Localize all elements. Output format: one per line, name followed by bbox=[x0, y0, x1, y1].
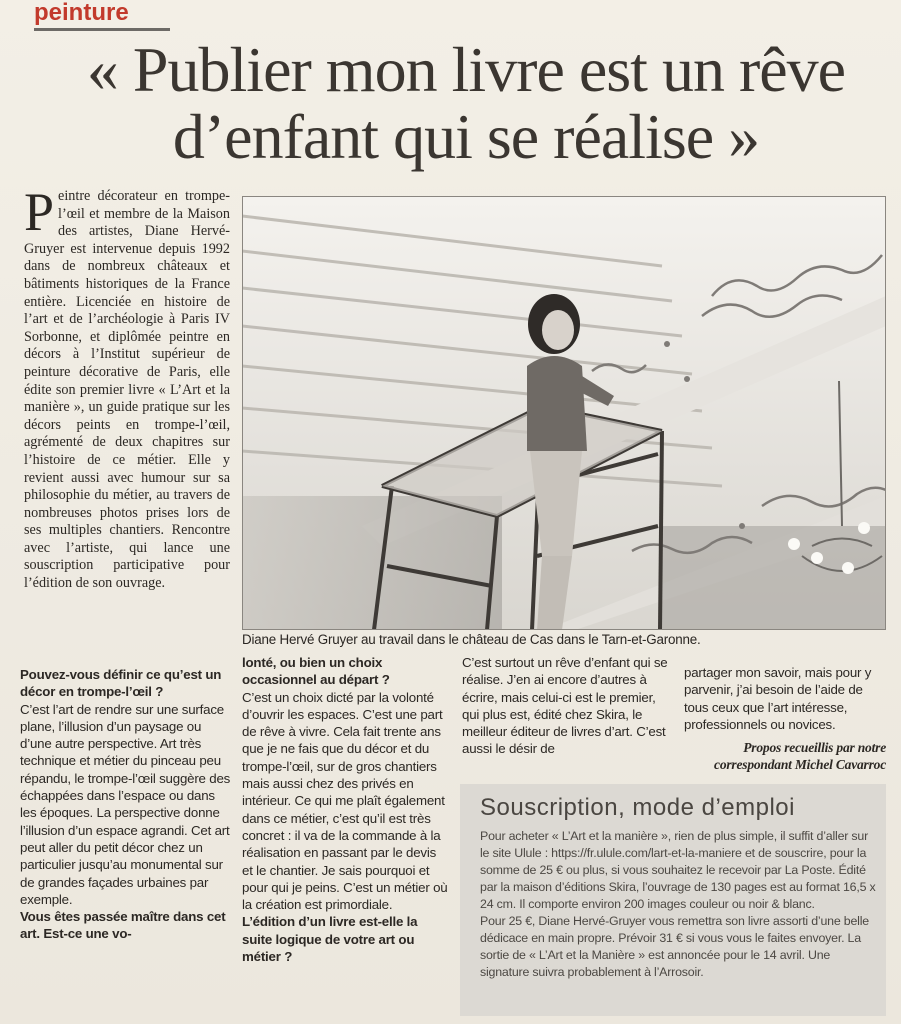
headline-line-2: d’enfant qui se réalise » bbox=[172, 101, 760, 172]
subscription-box bbox=[460, 784, 886, 1016]
answer-1: C’est l’art de rendre sur une surface plane, l’illusion d’un paysage ou d’une autre perspective. Art très technique et métier du pinceau peu répandu, le trompe-l’œil suggère des échappées dans l’espace ou dans les époques. La perspective donne l’illusion d’un espace agrandi. Cet art peut aller du petit décor chez un particulier jusqu’au monumental sur de grandes façades urbaines par exemple. bbox=[20, 701, 231, 907]
answer-3-start: C’est surtout un rêve d’enfant qui se réalise. J’en ai encore d’autres à écrire, mais celui-ci est le premier, qui plus est, édité chez Skira, le meilleur éditeur de livres d’art. C’est aussi le désir de bbox=[462, 655, 668, 757]
headline-line-1: « Publier mon livre est un rêve bbox=[86, 34, 846, 105]
box-body bbox=[480, 828, 876, 981]
drop-cap: P bbox=[24, 182, 55, 242]
question-2-end: lonté, ou bien un choix occasionnel au départ ? bbox=[242, 655, 390, 688]
box-paragraph-2: Pour 25 €, Diane Hervé-Gruyer vous remettra son livre assorti d’une belle dédicace en main propre. Prévoir 31 € si vous vous le faites envoyer. La sortie de « L’Art et la Manière » est annoncée pour le 14 avril. Une signature suivra probablement à l’Arrosoir. bbox=[480, 914, 869, 979]
answer-3-end: partager mon savoir, mais pour y parvenir, j’ai besoin de l’aide de tous ceux que l’art intéresse, professionnels ou novices. bbox=[684, 665, 872, 732]
question-1: Pouvez-vous définir ce qu’est un décor en trompe-l’œil ? bbox=[20, 667, 222, 700]
answer-2: C’est un choix dicté par la volonté d’ouvrir les espaces. C’est une part de rêve à vivre. Cela fait trente ans que je ne fais que du décor et du trompe-l’œil, sur de gros chantiers mais aussi chez des privés en intérieur. Ce qui me plaît également dans ce métier, c’est qu’il est très concret : il va de la commande à la réalisation en passant par le devis et le chantier. Je sais pourquoi et pour qui je peins. C’est un métier où la création est primordiale. bbox=[242, 689, 448, 913]
headline bbox=[36, 36, 896, 170]
question-2-start: Vous êtes passée maître dans cet art. Est-ce une vo- bbox=[20, 909, 226, 942]
intro-text: eintre décorateur en trompe-l’œil et membre de la Maison des artistes, Diane Hervé-Gruyer est intervenue depuis 1992 dans de nombreux châteaux et bâtiments historiques de la France entière. Licenciée en histoire de l’art et de l’archéologie à Paris IV Sorbonne, et diplômée peintre en décors à l’Institut supérieur de peinture décorative de Paris, elle édite son premier livre « L’Art et la manière », un guide pratique sur les décors peints en trompe-l’œil, agrémenté de deux chapitres sur l’histoire de ce métier. Elle y revient aussi avec humour sur sa philosophie du métier, au travers de nombreuses photos prises lors de ses multiples chantiers. Rencontre avec l’artiste, qui lance une souscription participative pour l’édition de son ouvrage. bbox=[24, 188, 230, 592]
section-rubric: peinture bbox=[34, 0, 170, 31]
byline: Propos recueillis par notre correspondant Michel Cavarroc bbox=[714, 740, 886, 773]
interview-column-3 bbox=[462, 654, 672, 758]
interview-column-2 bbox=[242, 654, 448, 965]
box-title: Souscription, mode d’emploi bbox=[480, 794, 795, 821]
photo-caption: Diane Hervé Gruyer au travail dans le château de Cas dans le Tarn-et-Garonne. bbox=[242, 632, 701, 647]
box-paragraph-1: Pour acheter « L’Art et la manière », rien de plus simple, il suffit d’aller sur le site Ulule : https://fr.ulule.com/lart-et-la-maniere et de souscrire, pour la somme de 25 € ou plus, si vous souhaitez le recevoir par La Poste. Édité par la maison d’éditions Skira, l’ouvrage de 130 pages est au format 16,5 x 24 cm. Il comporte environ 200 images couleur ou noir & blanc. bbox=[480, 829, 876, 911]
interview-column-4 bbox=[684, 664, 886, 773]
photo-artist-on-scaffold bbox=[242, 196, 886, 630]
intro-paragraph bbox=[24, 182, 230, 593]
question-3: L’édition d’un livre est-elle la suite logique de votre art ou métier ? bbox=[242, 914, 418, 965]
interview-column-1 bbox=[20, 666, 234, 943]
